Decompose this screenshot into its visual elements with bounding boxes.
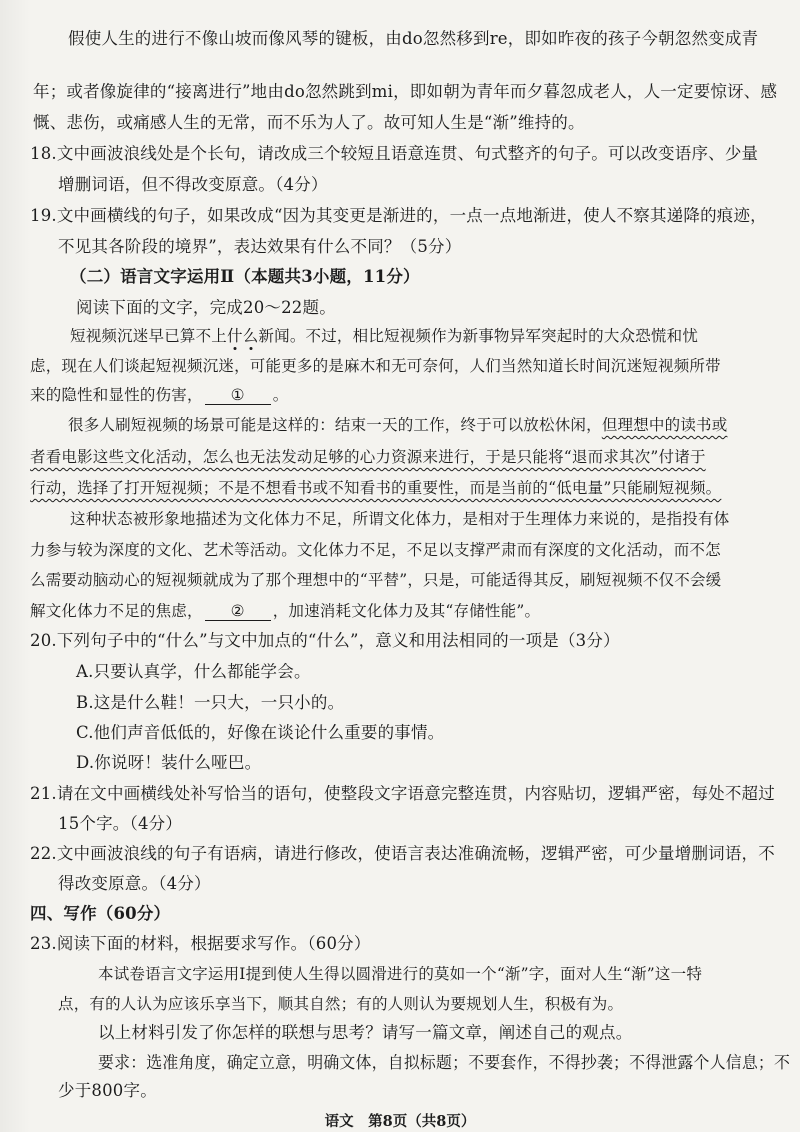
paragraph-1-text: 来的隐性和显性的伤害， [30, 386, 203, 404]
paragraph-3-line-3: 么需要动脑动心的短视频就成为了那个理想中的“平替”，只是，可能适得其反，刷短视频不仅不会缓 [30, 571, 722, 589]
material-line-2: 点，有的人认为应该乐享当下，顺其自然；有的人则认为要规划人生，积极有为。 [58, 995, 624, 1013]
scan-shadow [0, 0, 30, 1132]
question-18-cont: 增删词语，但不得改变原意。（4分） [58, 175, 328, 194]
paragraph-1-line-3: 来的隐性和显性的伤害， ① 。 [30, 386, 289, 404]
passage-line-1: 假使人生的进行不像山坡而像风琴的键板，由do忽然移到re，即如昨夜的孩子今朝忽然变成青 [68, 29, 759, 48]
paragraph-2-line-1 [68, 414, 727, 436]
section-heading-2: （二）语言文字运用Ⅱ（本题共3小题，11分） [70, 267, 420, 286]
prompt-line: 以上材料引发了你怎样的联想与思考？请写一篇文章，阐述自己的观点。 [98, 1023, 633, 1042]
option-b: B.这是什么鞋！一只大，一只小的。 [76, 693, 345, 712]
paragraph-1-line-1: 短视频沉迷早已算不上什么新闻。不过，相比短视频作为新事物异军突起时的大众恐慌和忧 [70, 327, 699, 345]
reading-instruction: 阅读下面的文字，完成20～22题。 [76, 298, 336, 317]
option-d: D.你说呀！装什么哑巴。 [76, 753, 262, 772]
paragraph-3-line-2: 力参与较为深度的文化、艺术等活动。文化体力不足，不足以支撑严肃而有深度的文化活动，而不怎 [30, 541, 721, 559]
requirements-line-2: 少于800字。 [58, 1081, 157, 1100]
passage-line-2: 年；或者像旋律的“接离进行”地由do忽然跳到mi，即如朝为青年而夕暮忽成老人，人一定要惊讶、感 [33, 82, 778, 101]
paragraph-3-text: 解文化体力不足的焦虑， [30, 602, 203, 620]
option-c: C.他们声音低低的，好像在谈论什么重要的事情。 [76, 723, 445, 742]
material-line-1: 本试卷语言文字运用Ⅰ提到使人生得以圆滑进行的莫如一个“渐”字，面对人生“渐”这一特 [98, 965, 703, 983]
question-21: 21.请在文中画横线处补写恰当的语句，使整段文字语意完整连贯，内容贴切，逻辑严密，每处不超过 [30, 784, 775, 803]
question-21-cont: 15个字。（4分） [58, 814, 183, 833]
question-19-cont: 不见其各阶段的境界”，表达效果有什么不同？（5分） [58, 237, 462, 256]
blank-2: ② [205, 602, 271, 621]
question-22: 22.文中画波浪线的句子有语病，请进行修改，使语言表达准确流畅，逻辑严密，可少量增删词语，不 [30, 844, 775, 863]
question-22-cont: 得改变原意。（4分） [58, 874, 211, 893]
dotted-word: 什 [227, 327, 243, 345]
paragraph-2-line-3 [30, 477, 721, 499]
requirements-line-1: 要求：选准角度，确定立意，明确文体，自拟标题；不要套作，不得抄袭；不得泄露个人信息；不 [98, 1053, 791, 1072]
blank-1: ① [205, 386, 271, 405]
paragraph-2-text: 很多人刷短视频的场景可能是这样的：结束一天的工作，终于可以放松休闲， [68, 416, 602, 434]
paragraph-3-text-end: ，加速消耗文化体力及其“存储性能”。 [272, 602, 541, 620]
question-20: 20.下列句子中的“什么”与文中加点的“什么”，意义和用法相同的一项是（3分） [30, 631, 620, 650]
question-18: 18.文中画波浪线处是个长句，请改成三个较短且语意连贯、句式整齐的句子。可以改变语序、少量 [30, 144, 759, 163]
wavy-sentence: 者看电影这些文化活动，怎么也无法发动足够的心力资源来进行，于是只能将“退而求其次”付诸于 [30, 448, 706, 466]
question-23: 23.阅读下面的材料，根据要求写作。（60分） [30, 934, 371, 953]
paragraph-1-line-2: 虑，现在人们谈起短视频沉迷，可能更多的是麻木和无可奈何，人们当然知道长时间沉迷短视频所带 [30, 357, 721, 375]
paragraph-2-line-2 [30, 446, 706, 468]
dotted-word: 么 [242, 327, 259, 345]
wavy-sentence: 但理想中的读书或 [601, 416, 728, 434]
question-19: 19.文中画横线的句子，如果改成“因为其变更是渐进的，一点一点地渐进，使人不察其递降的痕迹， [30, 206, 767, 225]
paragraph-3-line-1: 这种状态被形象地描述为文化体力不足，所谓文化体力，是相对于生理体力来说的，是指投有体 [70, 510, 730, 528]
wavy-sentence: 行动，选择了打开短视频；不是不想看书或不知看书的重要性，而是当前的“低电量”只能刷短视频。 [30, 479, 722, 497]
section-heading-4: 四、写作（60分） [30, 904, 171, 923]
page-footer: 语文 第8页（共8页） [324, 1113, 476, 1130]
paragraph-3-line-4 [30, 600, 540, 622]
option-a: A.只要认真学，什么都能学会。 [76, 662, 311, 681]
passage-line-3: 慨、悲伤，或痛感人生的无常，而不乐为人了。故可知人生是“渐”维持的。 [33, 113, 585, 132]
